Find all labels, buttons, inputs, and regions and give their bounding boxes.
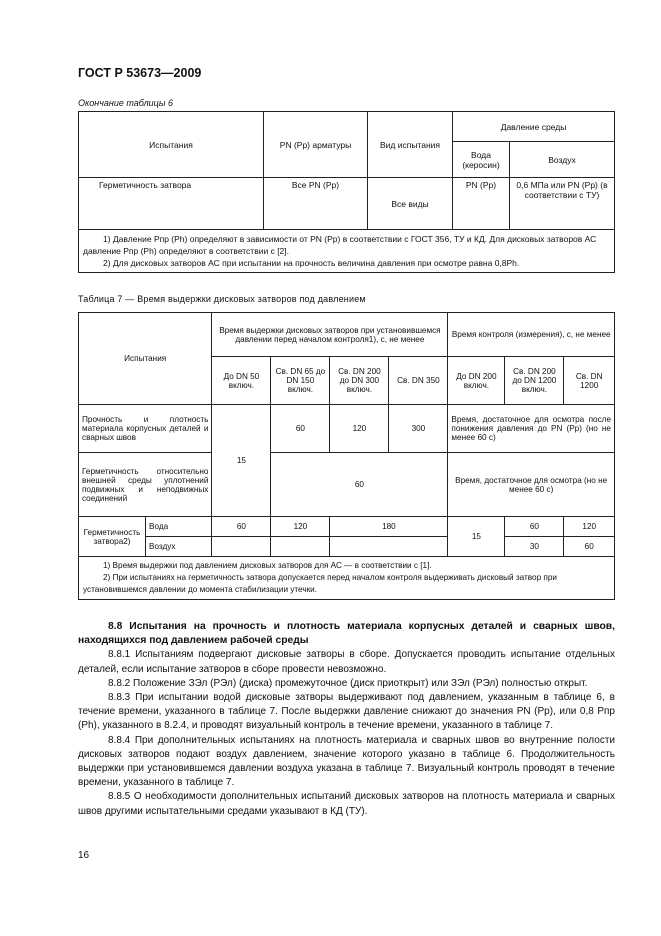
t6-row-pn: Все PN (Pp) xyxy=(264,178,368,230)
t7-r1-test: Прочность и плотность материала корпусных деталей и сварных швов xyxy=(79,405,212,453)
t6-row-test: Герметичность затвора xyxy=(79,178,264,230)
t7-footnote-2: 2) При испытаниях на герметичность затвора допускается перед началом контроля выдерживать дисковый затвор при установившемся давлении до момента стабилизации утечки. xyxy=(83,573,557,594)
t7-r3-ac2: 30 xyxy=(505,537,564,557)
t6-footnote-1: 1) Давление Pпр (Ph) определяют в зависимости от PN (Pp) в соответствии с ГОСТ 356, ТУ и КД. Для дисковых затворов АС давление Pпр (Ph) определяют в соответствии с [2]. xyxy=(83,234,597,256)
t7-head-hold: Время выдержки дисковых затворов при установившемся давлении перед началом контроля1), с, не менее xyxy=(212,313,448,357)
t7-head-h7: Св. DN 1200 xyxy=(564,357,615,405)
t7-r3-water: Вода xyxy=(146,517,212,537)
t7-r-v1: 15 xyxy=(212,405,271,517)
t6-head-pressure: Давление среды xyxy=(453,112,615,142)
t7-r3-c1: 15 xyxy=(448,517,505,557)
paragraph-8-8-4: 8.8.4 При дополнительных испытаниях на плотность материала и сварных швов во внутренние полости дисковых затворов подают воздух давлением, значение которого указано в таблице 6. Продолжительность выдержки при установившемся давлении воздуха указана в таблице 7. Визуальный контроль проводят в течение времени, указанного в таблице 7. xyxy=(78,734,615,789)
paragraph-8-8-2: 8.8.2 Положение ЗЭл (РЭл) (диска) промежуточное (диск приоткрыт) или ЗЭл (РЭл) полностью открыт. xyxy=(108,677,588,689)
t7-head-h3: Св. DN 200 до DN 300 включ. xyxy=(330,357,389,405)
table6-caption: Окончание таблицы 6 xyxy=(78,98,173,108)
t6-row-type: Все виды xyxy=(368,178,453,230)
t7-r1-ctrl: Время, достаточное для осмотра после понижения давления до PN (Pp) (но не менее 60 с) xyxy=(448,405,615,453)
t7-r2-test: Герметичность относительно внешней среды уплотнений подвижных и неподвижных соединений xyxy=(79,453,212,517)
section-title: 8.8 Испытания на прочность и плотность материала корпусных деталей и сварных швов, находящихся под давлением рабочей среды xyxy=(78,621,615,647)
document-header: ГОСТ Р 53673—2009 xyxy=(78,66,202,80)
t7-r1-v3: 120 xyxy=(330,405,389,453)
t7-head-h1: До DN 50 включ. xyxy=(212,357,271,405)
t7-r3-w1: 60 xyxy=(212,517,271,537)
t6-head-air: Воздух xyxy=(510,142,615,178)
t7-head-h4: Св. DN 350 xyxy=(389,357,448,405)
t7-head-h6: Св. DN 200 до DN 1200 включ. xyxy=(505,357,564,405)
table-7 xyxy=(78,312,615,600)
t6-row-air: 0,6 МПа или PN (Pp) (в соответствии с ТУ) xyxy=(510,178,615,230)
page-number: 16 xyxy=(78,850,90,861)
t7-r3-ac3: 60 xyxy=(564,537,615,557)
paragraph-8-8-1: 8.8.1 Испытаниям подвергают дисковые затворы в сборе. Допускается проводить испытание отдельных деталей, если испытание затворов в сборе провести невозможно. xyxy=(78,649,615,675)
t6-head-type: Вид испытания xyxy=(368,112,453,178)
t7-head-h5: До DN 200 включ. xyxy=(448,357,505,405)
t7-r3-air: Воздух xyxy=(146,537,212,557)
t7-r1-v4: 300 xyxy=(389,405,448,453)
table-6 xyxy=(78,111,615,273)
t7-footnote-1: 1) Время выдержки под давлением дисковых затворов для АС — в соответствии с [1]. xyxy=(103,561,432,570)
t7-head-control: Время контроля (измерения), с, не менее xyxy=(448,313,615,357)
t6-head-water: Вода (керосин) xyxy=(453,142,510,178)
section-8-8 xyxy=(78,620,615,819)
paragraph-8-8-5: 8.8.5 О необходимости дополнительных испытаний дисковых затворов на плотность материала и сварных швов другими испытательными средами указывают в КД (ТУ). xyxy=(78,791,615,817)
t7-r3-wc2: 60 xyxy=(505,517,564,537)
t7-head-tests: Испытания xyxy=(79,313,212,405)
t7-r3-test: Герметичность затвора2) xyxy=(79,517,146,557)
t7-r3-wc3: 120 xyxy=(564,517,615,537)
t6-footnote-2: 2) Для дисковых затворов АС при испытании на прочность величина давления при осмотре равна 0,8Ph. xyxy=(103,258,520,268)
t7-r2-ctrl: Время, достаточное для осмотра (но не менее 60 с) xyxy=(448,453,615,517)
table7-caption: Таблица 7 — Время выдержки дисковых затворов под давлением xyxy=(78,294,366,304)
t6-head-tests: Испытания xyxy=(79,112,264,178)
t7-head-h2: Св. DN 65 до DN 150 включ. xyxy=(271,357,330,405)
t7-r1-v2: 60 xyxy=(271,405,330,453)
paragraph-8-8-3: 8.8.3 При испытании водой дисковые затворы выдерживают под давлением, указанным в таблице 6, в течение времени, указанного в таблице 7. После выдержки давление снижают до значения PN (Pp), или 0,8 Pпр (Ph), указанного в 8.2.4, и проводят визуальный контроль в течение времени, указанного в таблице 7. xyxy=(78,692,615,732)
t6-row-water: PN (Pp) xyxy=(453,178,510,230)
t7-r2-v: 60 xyxy=(271,453,448,517)
t6-head-pn: PN (Pp) арматуры xyxy=(264,112,368,178)
t7-r3-w2: 120 xyxy=(271,517,330,537)
t7-r3-w3: 180 xyxy=(330,517,448,537)
